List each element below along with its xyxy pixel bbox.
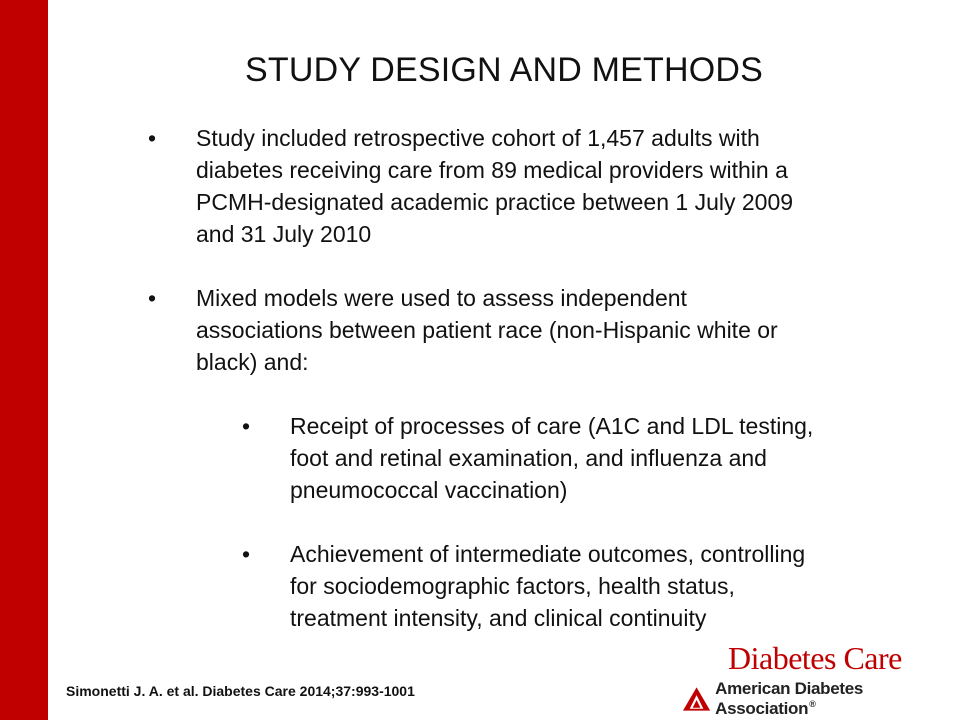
publisher-logo xyxy=(682,679,960,718)
accent-bar xyxy=(0,0,48,720)
bullet-list xyxy=(140,122,910,634)
citation: Simonetti J. A. et al. Diabetes Care 2014;37:993-1001 xyxy=(66,683,415,699)
bullet-text: Mixed models were used to assess independent associations between patient race (non-Hispanic white or black) and: xyxy=(196,285,778,375)
bullet-dot: • xyxy=(242,413,251,439)
bullet-dot: • xyxy=(242,541,251,567)
sub-bullet-item xyxy=(234,538,910,634)
sub-bullet-text: Receipt of processes of care (A1C and LDL testing, foot and retinal examination, and influenza and pneumococcal vaccination) xyxy=(290,413,814,503)
sub-bullet-item xyxy=(234,410,910,506)
bullet-item xyxy=(140,122,910,250)
sub-bullet-text: Achievement of intermediate outcomes, controlling for sociodemographic factors, health status, treatment intensity, and clinical continuity xyxy=(290,541,806,631)
bullet-text: Study included retrospective cohort of 1,457 adults with diabetes receiving care from 89 medical providers within a PCMH-designated academic practice between 1 July 2009 and 31 July 2010 xyxy=(196,125,794,247)
publisher-name: American Diabetes Association® xyxy=(715,679,864,718)
bullet-dot: • xyxy=(148,125,157,151)
sub-bullet-list xyxy=(140,410,910,634)
ada-triangle-icon xyxy=(682,686,711,712)
journal-logo: Diabetes Care xyxy=(728,640,902,676)
registered-mark: ® xyxy=(809,699,816,710)
bullet-dot: • xyxy=(148,285,157,311)
slide-title: STUDY DESIGN AND METHODS xyxy=(244,51,764,89)
bullet-item xyxy=(140,282,910,634)
